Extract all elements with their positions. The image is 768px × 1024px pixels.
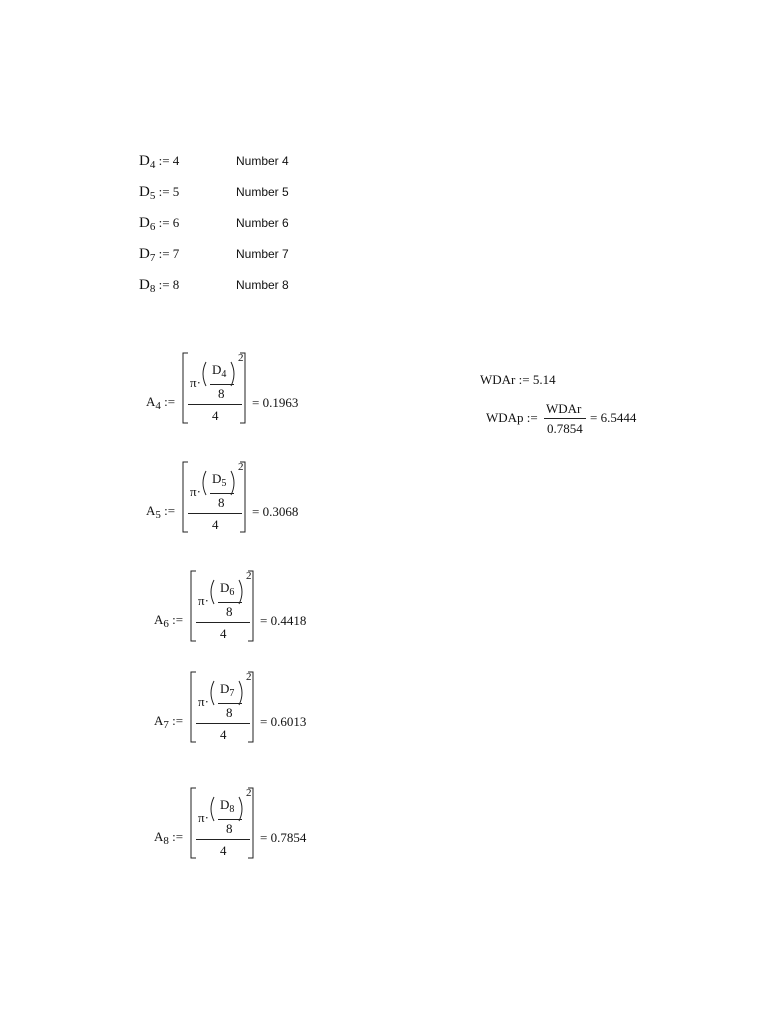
inner-d-symbol: D: [220, 681, 230, 696]
area-equation-a6: [154, 568, 324, 644]
equation-result: [260, 830, 306, 846]
definition-symbol: D: [139, 277, 150, 293]
main-denominator: 4: [212, 408, 219, 423]
equals-sign: =: [260, 714, 268, 729]
main-denominator: 4: [220, 727, 227, 742]
inner-numerator: [212, 362, 226, 380]
pi-symbol: π·: [198, 694, 209, 709]
area-equation-a5: [146, 459, 316, 535]
inner-d-symbol: D: [220, 797, 230, 812]
assign-operator: :=: [172, 612, 184, 627]
result-value: 0.6013: [270, 714, 307, 729]
assign-operator: :=: [158, 277, 170, 292]
equals-sign: =: [260, 613, 268, 628]
definition-value: 8: [172, 277, 180, 292]
definition-d7: [139, 246, 179, 264]
assign-operator: :=: [158, 246, 170, 261]
equation-lhs: [154, 829, 183, 847]
definition-label: Number 4: [236, 154, 289, 168]
assign-operator: :=: [518, 372, 530, 387]
definition-value: 4: [172, 153, 180, 168]
inner-d-symbol: D: [212, 471, 222, 486]
assign-operator: :=: [158, 215, 170, 230]
equation-subscript: 6: [163, 618, 169, 630]
equation-lhs: [154, 713, 183, 731]
definition-subscript: 8: [149, 283, 156, 295]
equation-lhs: [486, 410, 538, 426]
inner-denominator: 8: [218, 386, 225, 401]
area-equation-a7: [154, 669, 324, 745]
assign-operator: :=: [164, 394, 176, 409]
definition-symbol: D: [139, 153, 150, 169]
wdar-value: 5.14: [532, 372, 556, 387]
equation-symbol: A: [154, 829, 164, 844]
equals-sign: =: [252, 504, 260, 519]
equals-sign: =: [252, 395, 260, 410]
result-value: 0.7854: [270, 830, 307, 845]
definition-label: Number 7: [236, 247, 289, 261]
inner-d-symbol: D: [212, 362, 222, 377]
inner-numerator: [220, 681, 234, 699]
main-denominator: 4: [212, 517, 219, 532]
equation-symbol: A: [146, 503, 156, 518]
assign-operator: :=: [158, 153, 170, 168]
equals-sign: =: [260, 830, 268, 845]
assign-operator: :=: [164, 503, 176, 518]
equation-result: [260, 714, 306, 730]
inner-fraction-line: [218, 602, 242, 603]
inner-d-subscript: 5: [221, 478, 227, 489]
equation-symbol: A: [154, 612, 164, 627]
equation-result: [260, 613, 306, 629]
equation-result: [590, 410, 636, 426]
inner-fraction-line: [218, 703, 242, 704]
definition-subscript: 4: [149, 159, 156, 171]
equation-result: [252, 395, 298, 411]
main-fraction-line: [196, 723, 250, 724]
inner-d-subscript: 4: [221, 369, 227, 380]
main-fraction-line: [188, 513, 242, 514]
fraction-line: [544, 418, 586, 419]
wdap-numerator: WDAr: [546, 401, 582, 416]
equation-subscript: 5: [155, 509, 161, 521]
inner-d-subscript: 6: [229, 587, 235, 598]
definition-value: 7: [172, 246, 180, 261]
definition-d8: [139, 277, 179, 295]
equation-lhs: [146, 503, 175, 521]
area-equation-a8: [154, 785, 324, 861]
equals-sign: =: [590, 410, 598, 425]
result-value: 6.5444: [600, 410, 637, 425]
definition-label: Number 6: [236, 216, 289, 230]
equation-symbol: A: [154, 713, 164, 728]
main-fraction-line: [196, 839, 250, 840]
exponent: 2: [238, 352, 244, 364]
result-value: 0.4418: [270, 613, 307, 628]
area-equation-a4: [146, 350, 316, 426]
inner-numerator: [212, 471, 226, 489]
pi-symbol: π·: [198, 810, 209, 825]
equation-lhs: [146, 394, 175, 412]
definition-label: Number 5: [236, 185, 289, 199]
definition-d5: [139, 184, 179, 202]
main-fraction-line: [188, 404, 242, 405]
assign-operator: :=: [172, 713, 184, 728]
wdap-equation: [486, 398, 646, 438]
equation-subscript: 8: [163, 835, 169, 847]
inner-denominator: 8: [226, 821, 233, 836]
inner-numerator: [220, 580, 234, 598]
main-denominator: 4: [220, 626, 227, 641]
definition-symbol: D: [139, 246, 150, 262]
equation-subscript: 4: [155, 400, 161, 412]
exponent: 2: [246, 570, 252, 582]
equation-subscript: 7: [163, 719, 169, 731]
main-denominator: 4: [220, 843, 227, 858]
assign-operator: :=: [158, 184, 170, 199]
equation-result: [252, 504, 298, 520]
inner-fraction-line: [218, 819, 242, 820]
pi-symbol: π·: [190, 375, 201, 390]
definition-value: 5: [172, 184, 180, 199]
inner-d-symbol: D: [220, 580, 230, 595]
definition-subscript: 6: [149, 221, 156, 233]
main-fraction-line: [196, 622, 250, 623]
pi-symbol: π·: [190, 484, 201, 499]
equation-symbol: A: [146, 394, 156, 409]
inner-fraction-line: [210, 384, 234, 385]
inner-denominator: 8: [226, 705, 233, 720]
exponent: 2: [246, 671, 252, 683]
exponent: 2: [238, 461, 244, 473]
definition-subscript: 5: [149, 190, 156, 202]
inner-denominator: 8: [226, 604, 233, 619]
definition-d4: [139, 153, 179, 171]
definition-symbol: D: [139, 184, 150, 200]
definition-symbol: D: [139, 215, 150, 231]
definition-subscript: 7: [149, 252, 156, 264]
assign-operator: :=: [172, 829, 184, 844]
wdap-denominator: 0.7854: [547, 421, 583, 436]
assign-operator: :=: [526, 410, 538, 425]
equation-lhs: [154, 612, 183, 630]
inner-numerator: [220, 797, 234, 815]
inner-d-subscript: 8: [229, 804, 235, 815]
definition-label: Number 8: [236, 278, 289, 292]
wdar-definition: [480, 372, 556, 388]
wdar-symbol: WDAr: [480, 372, 516, 387]
definition-d6: [139, 215, 179, 233]
inner-denominator: 8: [218, 495, 225, 510]
inner-d-subscript: 7: [229, 688, 235, 699]
result-value: 0.3068: [262, 504, 299, 519]
inner-fraction-line: [210, 493, 234, 494]
wdap-symbol: WDAp: [486, 410, 524, 425]
exponent: 2: [246, 787, 252, 799]
definition-value: 6: [172, 215, 180, 230]
pi-symbol: π·: [198, 593, 209, 608]
result-value: 0.1963: [262, 395, 299, 410]
